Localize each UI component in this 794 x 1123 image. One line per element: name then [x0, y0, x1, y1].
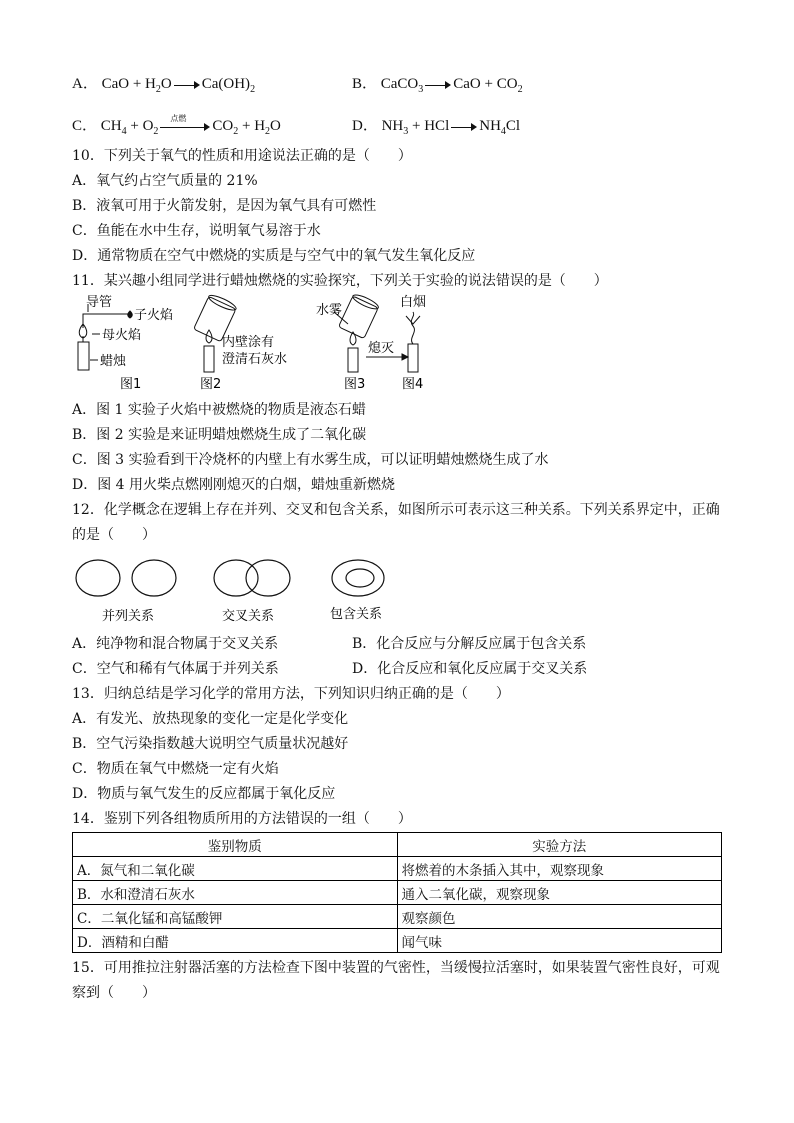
label-contain: 包含关系 [330, 607, 383, 622]
table-row [73, 929, 722, 953]
arrow-icon [425, 80, 451, 90]
q12-stem-line1: 12．化学概念在逻辑上存在并列、交叉和包含关系，如图所示可表示这三种关系。下列关系界定中，正确 [72, 502, 720, 518]
q9-option-a: A． CaO + $H_2O$ $Ca(OH)_2$ [72, 76, 256, 95]
label-fig3: 图3 [344, 377, 366, 392]
cell-substance: C．二氧化锰和高锰酸钾 [73, 905, 398, 929]
figure-4 [406, 312, 420, 372]
option-a-label: A． [72, 76, 98, 92]
q12-option-c: C．空气和稀有气体属于并列关系 [72, 661, 279, 677]
cell-method: 闻气味 [397, 929, 722, 953]
label-parallel: 并列关系 [102, 609, 155, 624]
label-lime-water: 澄清石灰水 [222, 352, 288, 367]
table-row [73, 857, 722, 881]
q13-option-b: B．空气污染指数越大说明空气质量状况越好 [72, 736, 349, 752]
q13-option-d: D．物质与氧气发生的反应都属于氧化反应 [72, 786, 336, 802]
contain-relation-icon [332, 560, 384, 596]
label-mist: 水雾 [316, 303, 343, 318]
q11-option-b: B．图 2 实验是来证明蜡烛燃烧生成了二氧化碳 [72, 427, 367, 443]
candle-shape [348, 348, 358, 372]
q12-option-d: D．化合反应和氧化反应属于交叉关系 [352, 661, 588, 677]
q10-option-c: C．鱼能在水中生存，说明氧气易溶于水 [72, 223, 321, 239]
q10-option-a: A．氧气约占空气质量的 21% [72, 173, 258, 189]
relation-diagram [72, 556, 402, 628]
cell-method: 通入二氧化碳，观察现象 [397, 881, 722, 905]
cell-substance: B．水和澄清石灰水 [73, 881, 398, 905]
option-c-label: C． [72, 118, 98, 134]
q10-option-d: D．通常物质在空气中燃烧的实质是与空气中的氧气发生氧化反应 [72, 248, 476, 264]
intersect-relation-icon [214, 560, 290, 596]
q9-option-b: B． CaCO$_3$ CaO + $CO_2$ [352, 76, 523, 95]
q13-stem: 13．归纳总结是学习化学的常用方法，下列知识归纳正确的是（ ） [72, 686, 510, 702]
q11-stem: 11．某兴趣小组同学进行蜡烛燃烧的实验探究，下列关于实验的说法错误的是（ ） [72, 273, 608, 289]
parallel-relation-icon [76, 560, 176, 596]
label-extinguish: 熄灭 [368, 341, 395, 356]
option-b-label: B． [352, 76, 378, 92]
identification-table [72, 832, 722, 953]
q12-option-b: B．化合反应与分解反应属于包含关系 [352, 636, 587, 652]
arrow-icon [160, 113, 210, 132]
q10-option-b: B．液氧可用于火箭发射，是因为氧气具有可燃性 [72, 198, 377, 214]
q15-stem-line1: 15．可用推拉注射器活塞的方法检查下图中装置的气密性，当缓慢拉活塞时，如果装置气密性良好，可观 [72, 960, 720, 976]
q12-stem-line2: 的是（ ） [72, 527, 156, 543]
candle-experiment-figure [72, 294, 442, 394]
q13-option-c: C．物质在氧气中燃烧一定有火焰 [72, 761, 279, 777]
label-child-flame: 子火焰 [134, 308, 174, 323]
q11-option-d: D．图 4 用火柴点燃刚刚熄灭的白烟，蜡烛重新燃烧 [72, 477, 396, 493]
candle-shape [204, 346, 214, 372]
table-header-row [73, 833, 722, 857]
label-fig4: 图4 [402, 377, 424, 392]
arrow-icon [174, 80, 200, 90]
option-d-label: D． [352, 118, 378, 134]
cell-substance: D．酒精和白醋 [73, 929, 398, 953]
table-row [73, 881, 722, 905]
candle-shape [408, 344, 418, 372]
label-white-smoke: 白烟 [400, 295, 427, 310]
reaction-condition: 点燃 [170, 113, 187, 123]
q13-option-a: A．有发光、放热现象的变化一定是化学变化 [72, 711, 349, 727]
cell-substance: A．氮气和二氧化碳 [73, 857, 398, 881]
table-row [73, 905, 722, 929]
label-fig1: 图1 [120, 377, 142, 392]
q12-option-a: A．纯净物和混合物属于交叉关系 [72, 636, 279, 652]
q9-option-c: C． $CH_4 + O_2$ 点燃 $CO_2 + H_2O$ [72, 113, 281, 137]
label-mother-flame: 母火焰 [102, 328, 142, 343]
label-tube: 导管 [86, 295, 113, 310]
label-candle: 蜡烛 [100, 354, 127, 369]
header-substance: 鉴别物质 [73, 833, 398, 857]
arrow-icon [451, 122, 477, 132]
label-intersect: 交叉关系 [222, 609, 275, 624]
q15-stem-line2: 察到（ ） [72, 985, 156, 1001]
tube-shape [83, 314, 128, 328]
q14-stem: 14．鉴别下列各组物质所用的方法错误的一组（ ） [72, 811, 412, 827]
smoke-shape [411, 312, 414, 344]
label-fig2: 图2 [200, 377, 222, 392]
q10-stem: 10．下列关于氧气的性质和用途说法正确的是（ ） [72, 148, 412, 164]
q11-option-a: A．图 1 实验子火焰中被燃烧的物质是液态石蜡 [72, 402, 366, 418]
q9-option-d: D． $NH_3$ + HCl $NH_4Cl$ [352, 118, 521, 137]
cell-method: 观察颜色 [397, 905, 722, 929]
cell-method: 将燃着的木条插入其中，观察现象 [397, 857, 722, 881]
header-method: 实验方法 [397, 833, 722, 857]
q11-option-c: C．图 3 实验看到干冷烧杯的内壁上有水雾生成，可以证明蜡烛燃烧生成了水 [72, 452, 549, 468]
candle-shape [78, 342, 89, 370]
label-inner-wall: 内壁涂有 [222, 335, 275, 350]
